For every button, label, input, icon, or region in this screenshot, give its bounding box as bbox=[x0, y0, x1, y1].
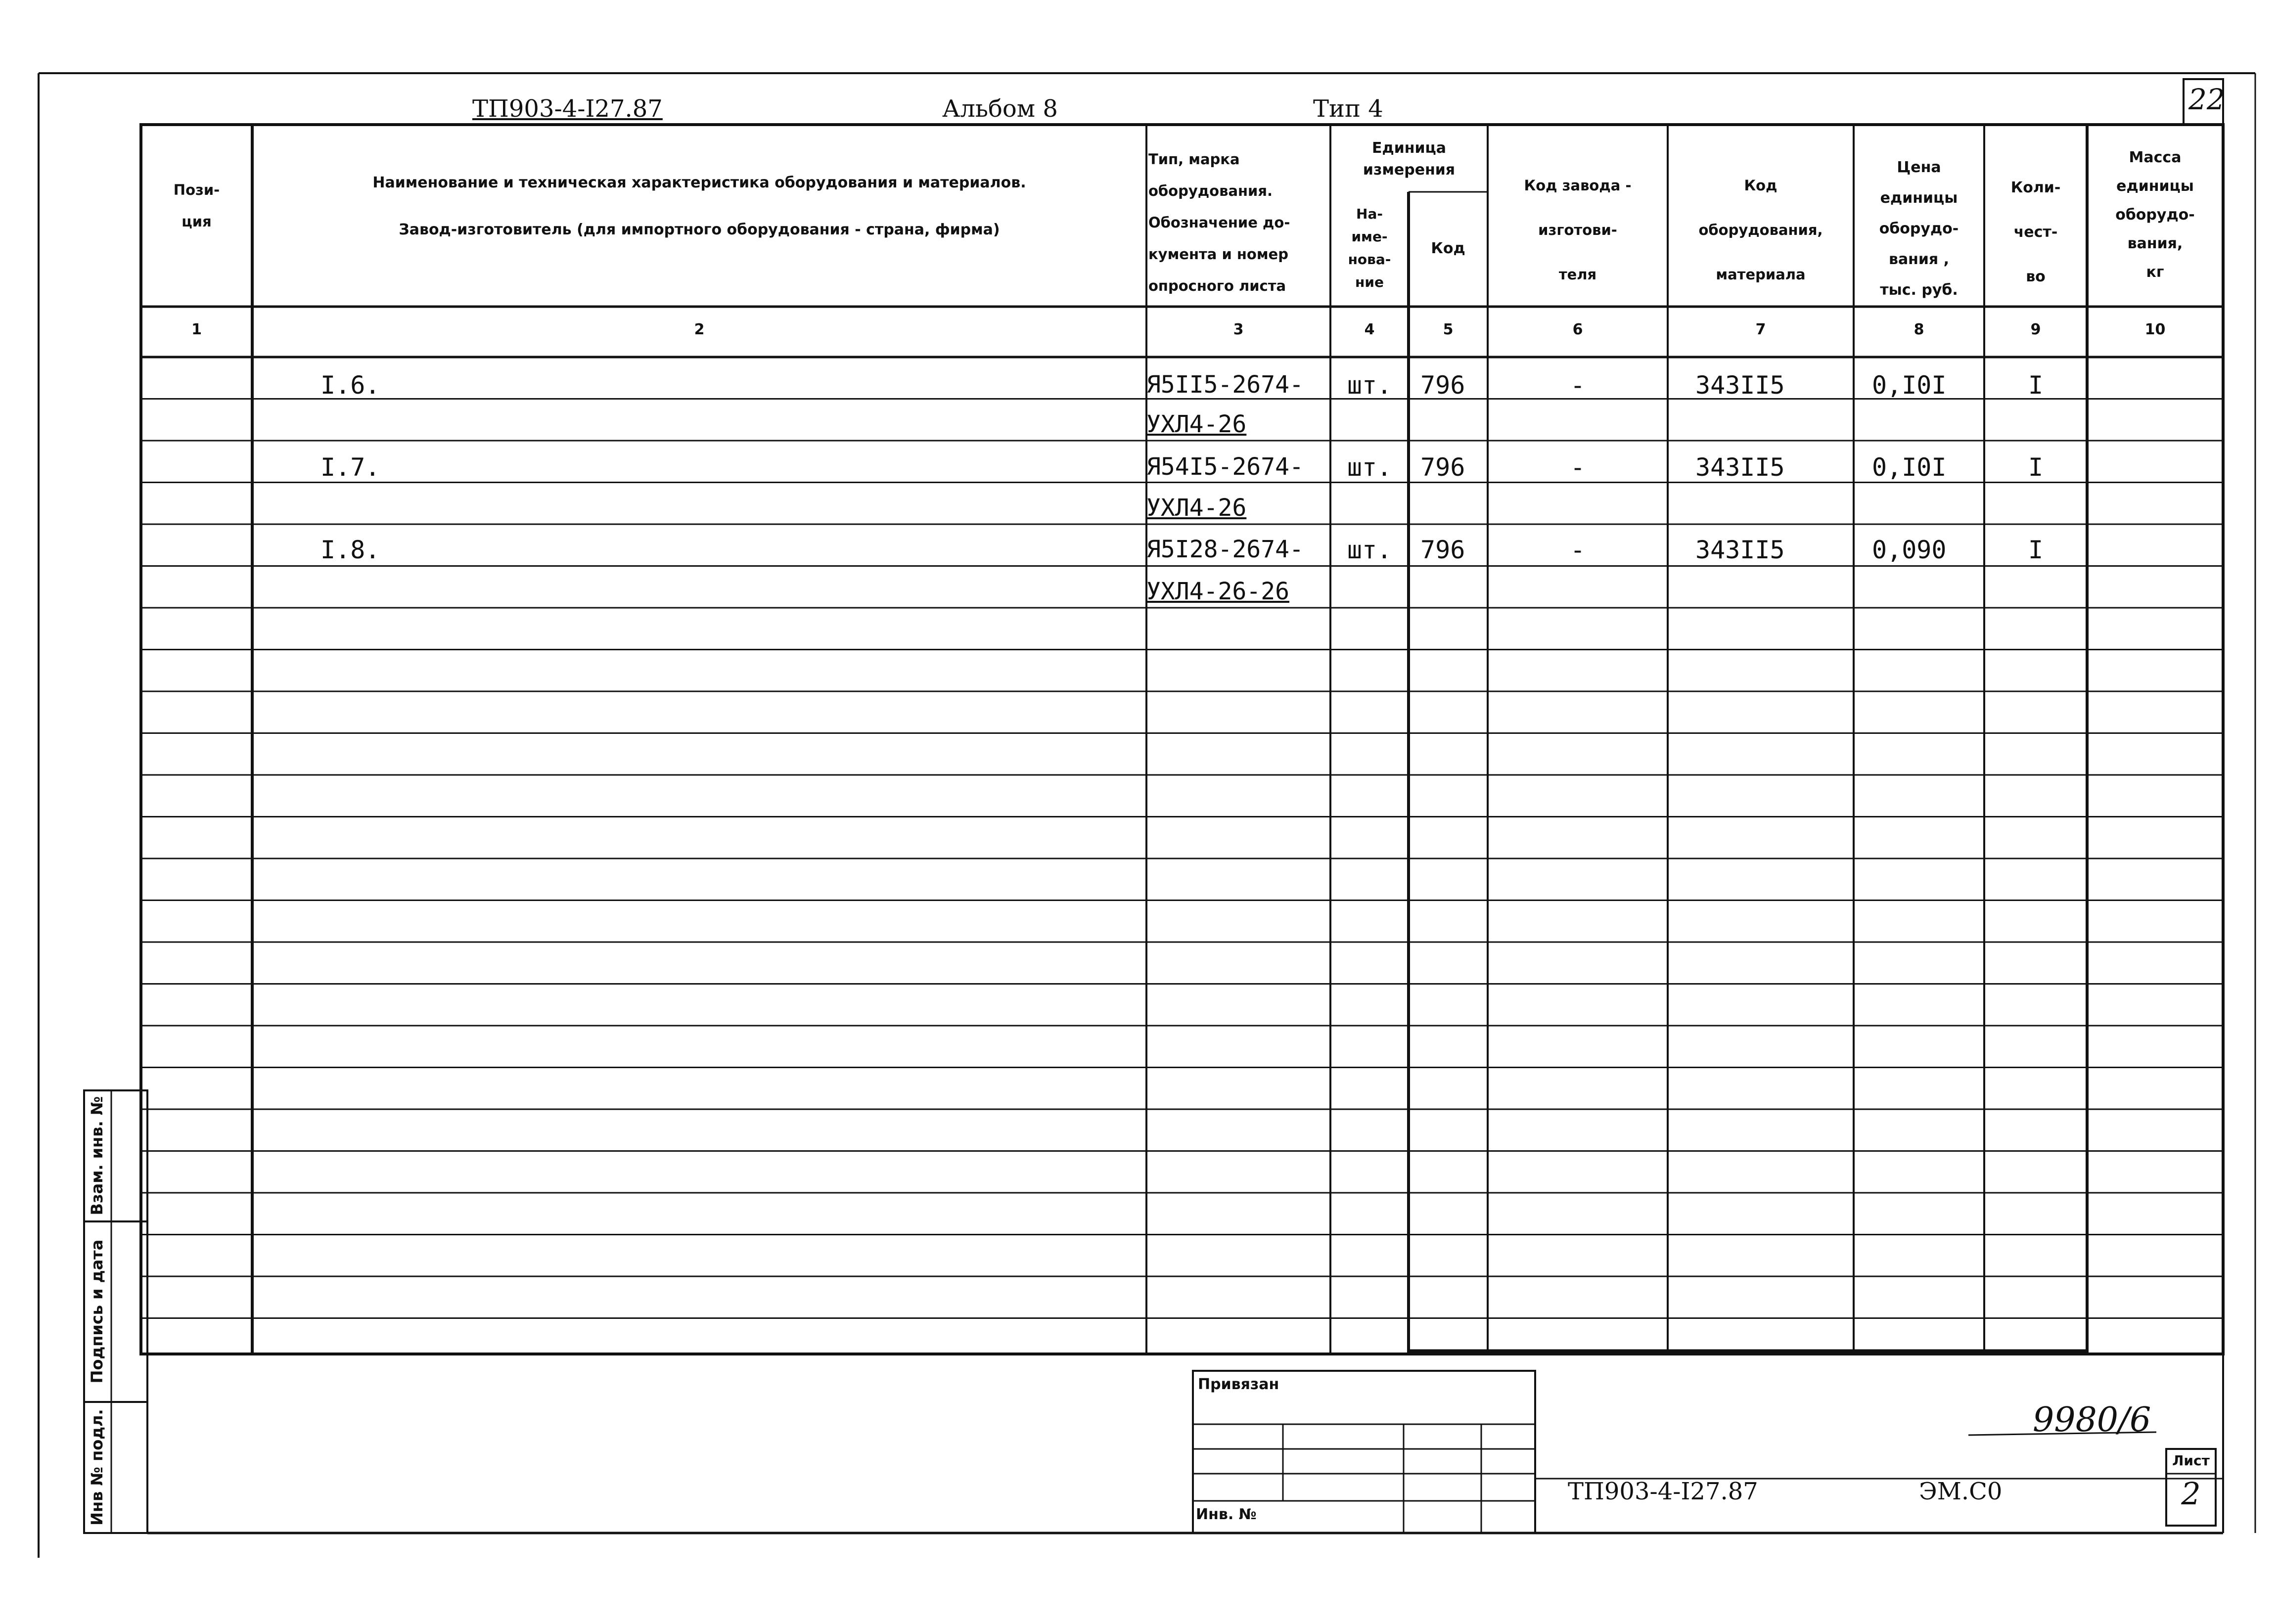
row-price: 0,I0I bbox=[1872, 453, 1947, 482]
stamp-sheet-code: ЭМ.С0 bbox=[1919, 1478, 2003, 1505]
col-number-1: 1 bbox=[191, 321, 202, 338]
row-unit-code: 796 bbox=[1420, 371, 1465, 400]
side-label-podpis: Подпись и дата bbox=[88, 1239, 106, 1384]
row-unit-code: 796 bbox=[1420, 453, 1465, 482]
stamp-list-number: 2 bbox=[2181, 1476, 2201, 1512]
col-number-6: 6 bbox=[1572, 321, 1583, 338]
col-number-4: 4 bbox=[1364, 321, 1375, 338]
col-number-3: 3 bbox=[1233, 321, 1244, 338]
side-label-inv-podl: Инв № подл. bbox=[88, 1409, 106, 1526]
col-header-1: Пози- ция bbox=[173, 181, 220, 230]
col-header-6: Код завода - изготови- теля bbox=[1524, 177, 1632, 283]
row-position-name: I.7. bbox=[320, 453, 380, 482]
row-qty: I bbox=[2028, 371, 2044, 400]
col-header-9: Коли- чест- во bbox=[2010, 179, 2061, 285]
col-header-10: Масса единицы оборудо- вания, кг bbox=[2115, 149, 2195, 281]
col-number-8: 8 bbox=[1914, 321, 1924, 338]
col-header-2-line2: Завод-изготовитель (для импортного оборудования - страна, фирма) bbox=[399, 221, 1000, 238]
row-unit: шт. bbox=[1347, 536, 1392, 564]
col-number-10: 10 bbox=[2144, 321, 2166, 338]
side-label-vzam: Взам. инв. № bbox=[88, 1096, 106, 1216]
row-unit: шт. bbox=[1347, 453, 1392, 482]
stamp-doc-code: ТП903-4-I27.87 bbox=[1568, 1478, 1758, 1505]
row-type-line1: Я5I28-2674- bbox=[1146, 536, 1304, 563]
stamp-privyazan: Привязан bbox=[1198, 1376, 1279, 1393]
col-header-4: На- име- нова- ние bbox=[1348, 206, 1391, 290]
row-price: 0,090 bbox=[1872, 536, 1947, 564]
col-header-45-group: Единица измерения bbox=[1363, 139, 1456, 179]
header-type: Тип 4 bbox=[1313, 95, 1383, 123]
col-number-5: 5 bbox=[1443, 321, 1454, 338]
row-type-line1: Я5II5-2674- bbox=[1146, 371, 1304, 399]
col-number-2: 2 bbox=[694, 321, 705, 338]
page-number: 22 bbox=[2188, 83, 2225, 116]
header-doc-code: ТП903-4-I27.87 bbox=[472, 95, 663, 123]
row-type-line2: УХЛ4-26 bbox=[1146, 410, 1247, 438]
row-factory-code: - bbox=[1570, 453, 1586, 482]
row-factory-code: - bbox=[1570, 536, 1586, 564]
row-type-line2: УХЛ4-26 bbox=[1146, 494, 1247, 522]
row-qty: I bbox=[2028, 536, 2044, 564]
row-type-line1: Я54I5-2674- bbox=[1146, 453, 1304, 481]
row-material-code: 343II5 bbox=[1695, 371, 1785, 400]
row-qty: I bbox=[2028, 453, 2044, 482]
row-position-name: I.6. bbox=[320, 371, 380, 400]
row-material-code: 343II5 bbox=[1695, 453, 1785, 482]
row-material-code: 343II5 bbox=[1695, 536, 1785, 564]
stamp-inv-no: Инв. № bbox=[1196, 1506, 1257, 1523]
col-header-8: Цена единицы оборудо- вания , тыс. руб. bbox=[1879, 159, 1959, 299]
row-position-name: I.8. bbox=[320, 536, 380, 564]
row-unit: шт. bbox=[1347, 371, 1392, 400]
row-unit-code: 796 bbox=[1420, 536, 1465, 564]
header-album: Альбом 8 bbox=[942, 95, 1058, 123]
col-number-7: 7 bbox=[1755, 321, 1766, 338]
col-header-2-line1: Наименование и техническая характеристика оборудования и материалов. bbox=[372, 174, 1026, 191]
row-price: 0,I0I bbox=[1872, 371, 1947, 400]
stamp-list-label: Лист bbox=[2172, 1452, 2210, 1469]
col-header-5: Код bbox=[1431, 240, 1465, 257]
col-header-7: Код оборудования, материала bbox=[1698, 177, 1823, 283]
row-factory-code: - bbox=[1570, 371, 1586, 400]
col-number-9: 9 bbox=[2030, 321, 2041, 338]
row-type-line2: УХЛ4-26-26 bbox=[1146, 578, 1289, 605]
handwritten-number: 9980/6 bbox=[2033, 1400, 2151, 1440]
col-header-3: Тип, марка оборудования. Обозначение до- кумента и номер опросного листа bbox=[1148, 151, 1290, 294]
